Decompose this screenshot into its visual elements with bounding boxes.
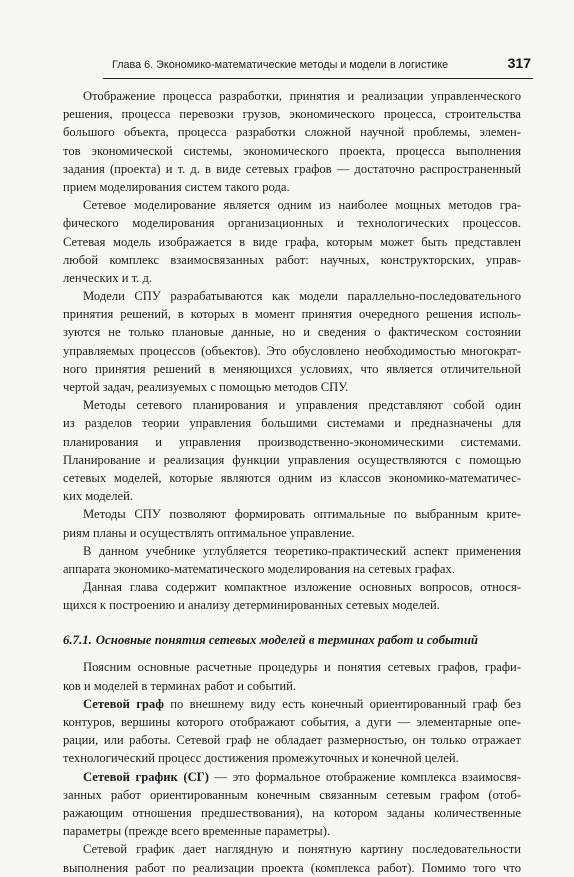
line-text: Модели СПУ разрабатываются как модели параллельно-последовательного	[83, 289, 521, 304]
text-line	[63, 677, 521, 695]
line-text: В данном учебнике углубляется теоретико-практический аспект применения	[83, 543, 521, 558]
line-text: Планирование и реализация функции управления осуществляются с помощью	[63, 452, 521, 467]
line-text: аппарата экономико-математического моделирования на сетевых графах.	[63, 561, 455, 576]
line-text: принятия решений, в которых в момент принятия очередного решения исполь-	[63, 307, 521, 322]
line-text: Сетевое моделирование является одним из наиболее мощных методов гра-	[83, 198, 521, 213]
line-text: прием моделирования систем такого рода.	[63, 179, 290, 194]
term-bold: Сетевой график (СГ)	[83, 769, 209, 784]
line-text: большого объекта, процесса разработки сложной научной проблемы, элемен-	[63, 125, 521, 140]
line-text: ражающим отношения предшествования), на котором заданы количественные	[63, 805, 521, 820]
line-text: ного принятия решений в меняющихся условиях, что является отличительной	[63, 361, 521, 376]
line-text: любой комплекс взаимосвязанных работ: научных, конструкторских, управ-	[63, 252, 521, 267]
line-text: технологический процесс достижения промежуточных и конечной целей.	[63, 751, 459, 766]
running-header	[103, 55, 533, 79]
text-line	[63, 505, 521, 523]
page-number: 317	[507, 55, 531, 71]
line-text: выполнения работ по реализации проекта (комплекса работ). Помимо того что	[63, 860, 521, 875]
text-line	[63, 524, 521, 542]
text-line	[63, 822, 521, 840]
text-line	[63, 414, 521, 432]
section-title: Основные понятия сетевых моделей в терминах работ и событий	[95, 633, 479, 648]
line-text: Отображение процесса разработки, принятия и реализации управленческого	[83, 89, 521, 103]
line-text: задания (проекта) и т. д. в виде сетевых графов — достаточно распространенный	[63, 161, 521, 176]
text-line	[63, 713, 521, 731]
line-text: решения, процесса перевозки грузов, экономического процесса, строительства	[63, 107, 521, 122]
text-line	[63, 768, 521, 786]
page-body	[63, 87, 521, 877]
line-text: Методы СПУ позволяют формировать оптимальные по выбранным крите-	[83, 507, 521, 522]
line-text: планирования и управления производственно-экономическими системами.	[63, 434, 521, 449]
text-line	[63, 360, 521, 378]
text-line	[63, 731, 521, 749]
text-line	[63, 269, 521, 287]
line-text: щихся к построению и анализу детерминированных сетевых моделей.	[63, 598, 440, 613]
section-spacer-2	[63, 650, 521, 658]
text-line	[63, 451, 521, 469]
line-text: контуров, вершины которого отображают события, а дуги — элементарные опе-	[63, 715, 521, 729]
line-text: Методы сетевого планирования и управления представляют собой один	[83, 398, 521, 413]
text-line	[63, 433, 521, 451]
line-text: параметры (прежде всего временные параметры).	[63, 824, 331, 839]
line-text: из разделов теории управления большими системами и предназначены для	[63, 416, 521, 431]
line-text: фического моделирования организационных и технологических процессов.	[63, 216, 521, 231]
line-text: риям планы и осуществлять оптимальное управление.	[63, 525, 355, 540]
text-line	[63, 469, 521, 487]
text-line	[63, 749, 521, 767]
text-line	[63, 596, 521, 614]
term-bold: Сетевой граф	[83, 696, 164, 711]
section-spacer	[63, 614, 521, 630]
text-line	[63, 105, 521, 123]
line-text: тов экономической системы, экономического проекта, процесса выполнения	[63, 143, 521, 158]
text-line	[63, 178, 521, 196]
line-text: занных работ ориентированным конечным связанным сетевым графом (отоб-	[63, 787, 521, 802]
text-line	[63, 560, 521, 578]
text-line	[63, 342, 521, 360]
text-line	[63, 196, 521, 214]
line-text: управляемых процессов (объектов). Это обусловлено необходимостью многократ-	[63, 343, 521, 358]
line-text: ленческих и т. д.	[63, 270, 153, 285]
line-text: зуются не только плановые данные, но и сведения о фактическом состоянии	[63, 325, 521, 340]
text-line	[63, 87, 521, 105]
text-line	[63, 542, 521, 560]
text-line	[63, 251, 521, 269]
text-line	[63, 658, 521, 676]
text-line	[63, 695, 521, 713]
text-line	[63, 323, 521, 341]
line-text: ких моделей.	[63, 489, 133, 504]
line-text: Данная глава содержит компактное изложение основных вопросов, относя-	[83, 580, 521, 595]
line-text: рации, или работы. Сетевой граф не обладает размерностью, он только отражает	[63, 733, 521, 748]
text-line	[63, 396, 521, 414]
text-line	[63, 305, 521, 323]
text-line	[63, 804, 521, 822]
text-line	[63, 578, 521, 596]
text-line	[63, 214, 521, 232]
text-line	[63, 859, 521, 877]
line-text: Сетевая модель изображается в виде графа, которым может быть представлен	[63, 234, 521, 249]
running-head-title: Глава 6. Экономико-математические методы и модели в логистике	[112, 59, 449, 71]
line-text: ков и моделей в терминах работ и событий.	[63, 678, 297, 693]
line-text: чертой задач, реализуемых с помощью методов СПУ.	[63, 380, 349, 394]
text-line	[63, 123, 521, 141]
text-line	[63, 487, 521, 505]
line-text: сетевых моделей, которые являются одним из классов экономико-математичес-	[63, 470, 521, 485]
line-text: Сетевой график дает наглядную и понятную картину последовательности	[83, 842, 521, 857]
text-line	[63, 160, 521, 178]
section-number: 6.7.1.	[63, 633, 92, 648]
section-heading	[63, 630, 521, 650]
text-line	[63, 233, 521, 251]
line-text: — это формальное отображение комплекса взаимосвя-	[208, 769, 522, 784]
section-paragraphs	[63, 658, 521, 876]
line-text: Поясним основные расчетные процедуры и понятия сетевых графов, графи-	[83, 660, 521, 675]
intro-paragraphs	[63, 87, 521, 614]
text-line	[63, 378, 521, 396]
text-line	[63, 840, 521, 858]
text-line	[63, 786, 521, 804]
text-line	[63, 287, 521, 305]
line-text: по внешнему виду есть конечный ориентированный граф без	[163, 696, 521, 711]
text-line	[63, 142, 521, 160]
